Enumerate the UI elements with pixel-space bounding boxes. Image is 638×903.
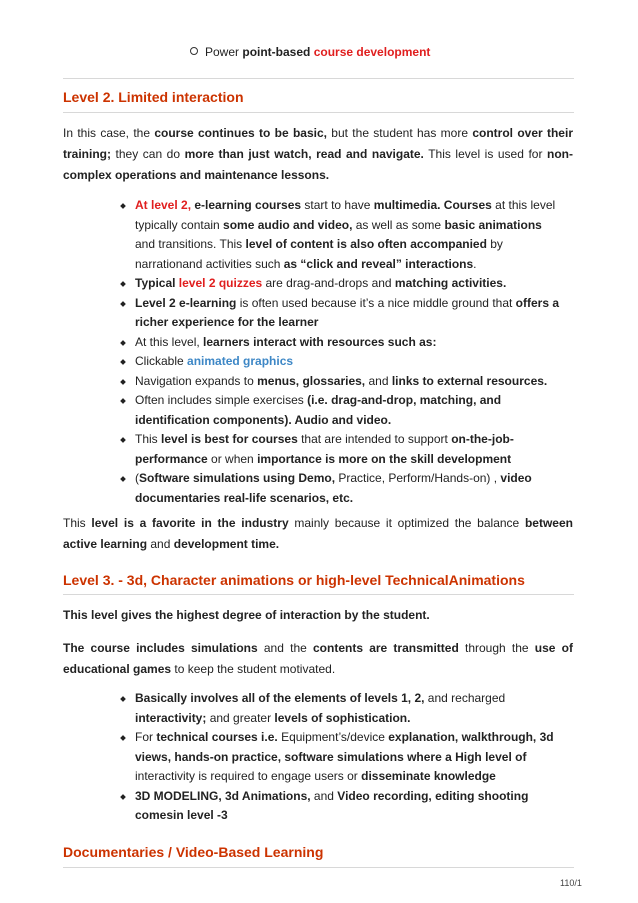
list-item: Level 2 e-learning is often used because it’s a nice middle ground that offers a richer experience for the learner: [120, 294, 560, 333]
bullet-list-level-2: [120, 196, 560, 508]
page-number: 110/1: [560, 878, 582, 888]
diamond-bullet-icon: [120, 340, 126, 346]
list-item: At level 2, e-learning courses start to have multimedia. Courses at this level typically contain some audio and video, as well as some basic animations and transitions. This level of content is also often accompanied by narrationand activities such as “click and reveal” interactions.: [120, 196, 560, 274]
paragraph-level-3-intro: This level gives the highest degree of interaction by the student.: [63, 608, 430, 622]
paragraph-level-3-detail: The course includes simulations and the contents are transmitted through the use of educational games to keep the student motivated.: [63, 641, 573, 676]
bullet-list-level-3: [120, 689, 560, 826]
diamond-bullet-icon: [120, 735, 126, 741]
list-item: At this level, learners interact with resources such as:: [120, 333, 560, 353]
divider: [63, 78, 574, 79]
diamond-bullet-icon: [120, 794, 126, 800]
section-heading-level-3: Level 3. - 3d, Character animations or high-level TechnicalAnimations: [63, 572, 525, 588]
circle-bullet-icon: [190, 47, 198, 55]
divider: [63, 867, 574, 868]
list-item: Navigation expands to menus, glossaries, and links to external resources.: [120, 372, 560, 392]
divider: [63, 112, 574, 113]
diamond-bullet-icon: [120, 398, 126, 404]
paragraph-closing: This level is a favorite in the industry mainly because it optimized the balance between active learning and development time.: [63, 516, 573, 551]
divider: [63, 594, 574, 595]
section-heading-level-2: Level 2. Limited interaction: [63, 89, 244, 105]
list-item: 3D MODELING, 3d Animations, and Video recording, editing shooting comesin level -3: [120, 787, 560, 826]
list-item: (Software simulations using Demo, Practice, Perform/Hands-on) , video documentaries real-life scenarios, etc.: [120, 469, 560, 508]
list-item: For technical courses i.e. Equipment’s/device explanation, walkthrough, 3d views, hands-on practice, software simulations where a High level of interactivity is required to engage users or disseminate knowledge: [120, 728, 560, 787]
diamond-bullet-icon: [120, 476, 126, 482]
list-item: Power point-based course development: [190, 43, 430, 61]
list-item: This level is best for courses that are intended to support on-the-job-performance or when importance is more on the skill development: [120, 430, 560, 469]
paragraph-intro: In this case, the course continues to be basic, but the student has more control over their training; they can do more than just watch, read and navigate. This level is used for non-complex operations and maintenance lessons.: [63, 126, 573, 182]
list-item: Clickable animated graphics: [120, 352, 560, 372]
animated-graphics-link[interactable]: animated graphics: [187, 354, 294, 368]
diamond-bullet-icon: [120, 359, 126, 365]
diamond-bullet-icon: [120, 281, 126, 287]
list-item: Basically involves all of the elements of levels 1, 2, and recharged interactivity; and greater levels of sophistication.: [120, 689, 560, 728]
diamond-bullet-icon: [120, 437, 126, 443]
diamond-bullet-icon: [120, 203, 126, 209]
section-heading-documentaries: Documentaries / Video-Based Learning: [63, 844, 324, 860]
diamond-bullet-icon: [120, 696, 126, 702]
list-item: Often includes simple exercises (i.e. drag-and-drop, matching, and identification components). Audio and video.: [120, 391, 560, 430]
list-item: Typical level 2 quizzes are drag-and-drops and matching activities.: [120, 274, 560, 294]
diamond-bullet-icon: [120, 379, 126, 385]
diamond-bullet-icon: [120, 301, 126, 307]
